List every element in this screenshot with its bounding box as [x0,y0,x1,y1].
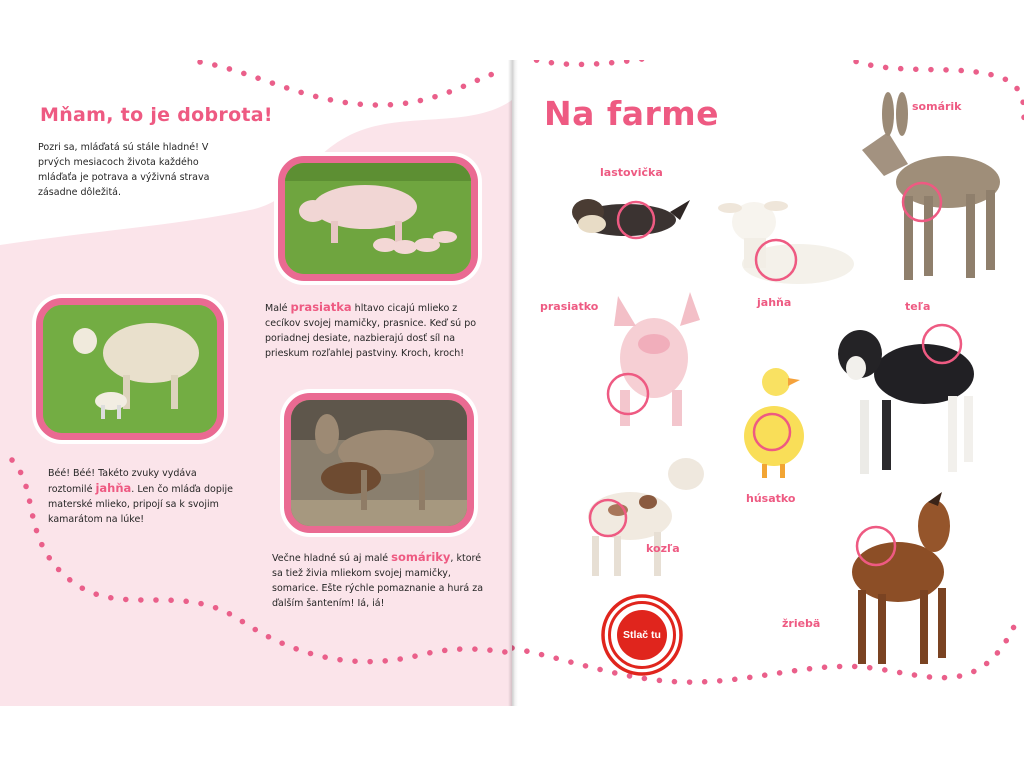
donkey-figure [848,90,1008,286]
label-foal: žriebä [782,617,821,630]
right-page-heading: Na farme [544,94,720,133]
press-button-face [617,610,667,660]
sheep-photo [36,298,224,440]
sheep-paragraph-post: . Len čo mláďa dopije materské mlieko, pripojí sa k svojim kamarátom na lúke! [48,484,233,525]
sheep-paragraph-pre: Béé! Béé! Takéto zvuky vydáva roztomilé [48,468,197,495]
calf-figure [824,316,980,482]
piglet-figure [602,286,712,432]
label-duckling: húsatko [746,492,796,505]
pig-paragraph-pre: Malé [265,303,291,314]
kid-figure [578,454,716,582]
sheep-paragraph [48,466,240,527]
pig-paragraph [265,300,495,361]
label-donkey: somárik [912,100,962,113]
donkey-highlight: somáriky [391,550,451,564]
duckling-figure [738,360,808,484]
label-kid: kozľa [646,542,680,555]
sheep-highlight: jahňa [95,481,132,495]
label-lamb: jahňa [757,296,792,309]
book-gutter [508,60,518,706]
lamb-figure [718,188,858,290]
book-spread [0,60,1024,706]
foal-figure [838,490,968,672]
pig-paragraph-post: hltavo cicajú mlieko z cecíkov svojej mamičky, prasnice. Keď sú po poriadnej desiate, nazbierajú dosť síl na prieskum rozľahlej pastviny. Kroch, kroch! [265,303,477,359]
pig-highlight: prasiatka [290,300,352,314]
donkey-photo [284,393,474,533]
intro-paragraph: Pozri sa, mláďatá sú stále hladné! V prvých mesiacoch života každého mláďaťa je potrava a výživná strava zásadne dôležitá. [38,142,210,198]
donkey-paragraph-pre: Večne hladné sú aj malé [272,553,392,564]
press-button-label: Stlač tu [623,629,661,641]
label-swallow: lastovička [600,166,663,179]
swallow-figure [562,190,692,250]
press-here-button[interactable] [600,593,684,677]
label-calf: teľa [905,300,931,313]
left-page-heading: Mňam, to je dobrota! [40,104,273,126]
pig-photo [278,156,478,281]
right-page [512,60,1024,706]
donkey-paragraph [272,550,494,611]
donkey-paragraph-post: , ktoré sa tiež živia mliekom svojej mamičky, somarice. Ešte rýchle pomaznanie a hurá za ďalším šantením! Iá, iá! [272,553,484,609]
label-piglet: prasiatko [540,300,599,313]
left-page [0,60,512,706]
